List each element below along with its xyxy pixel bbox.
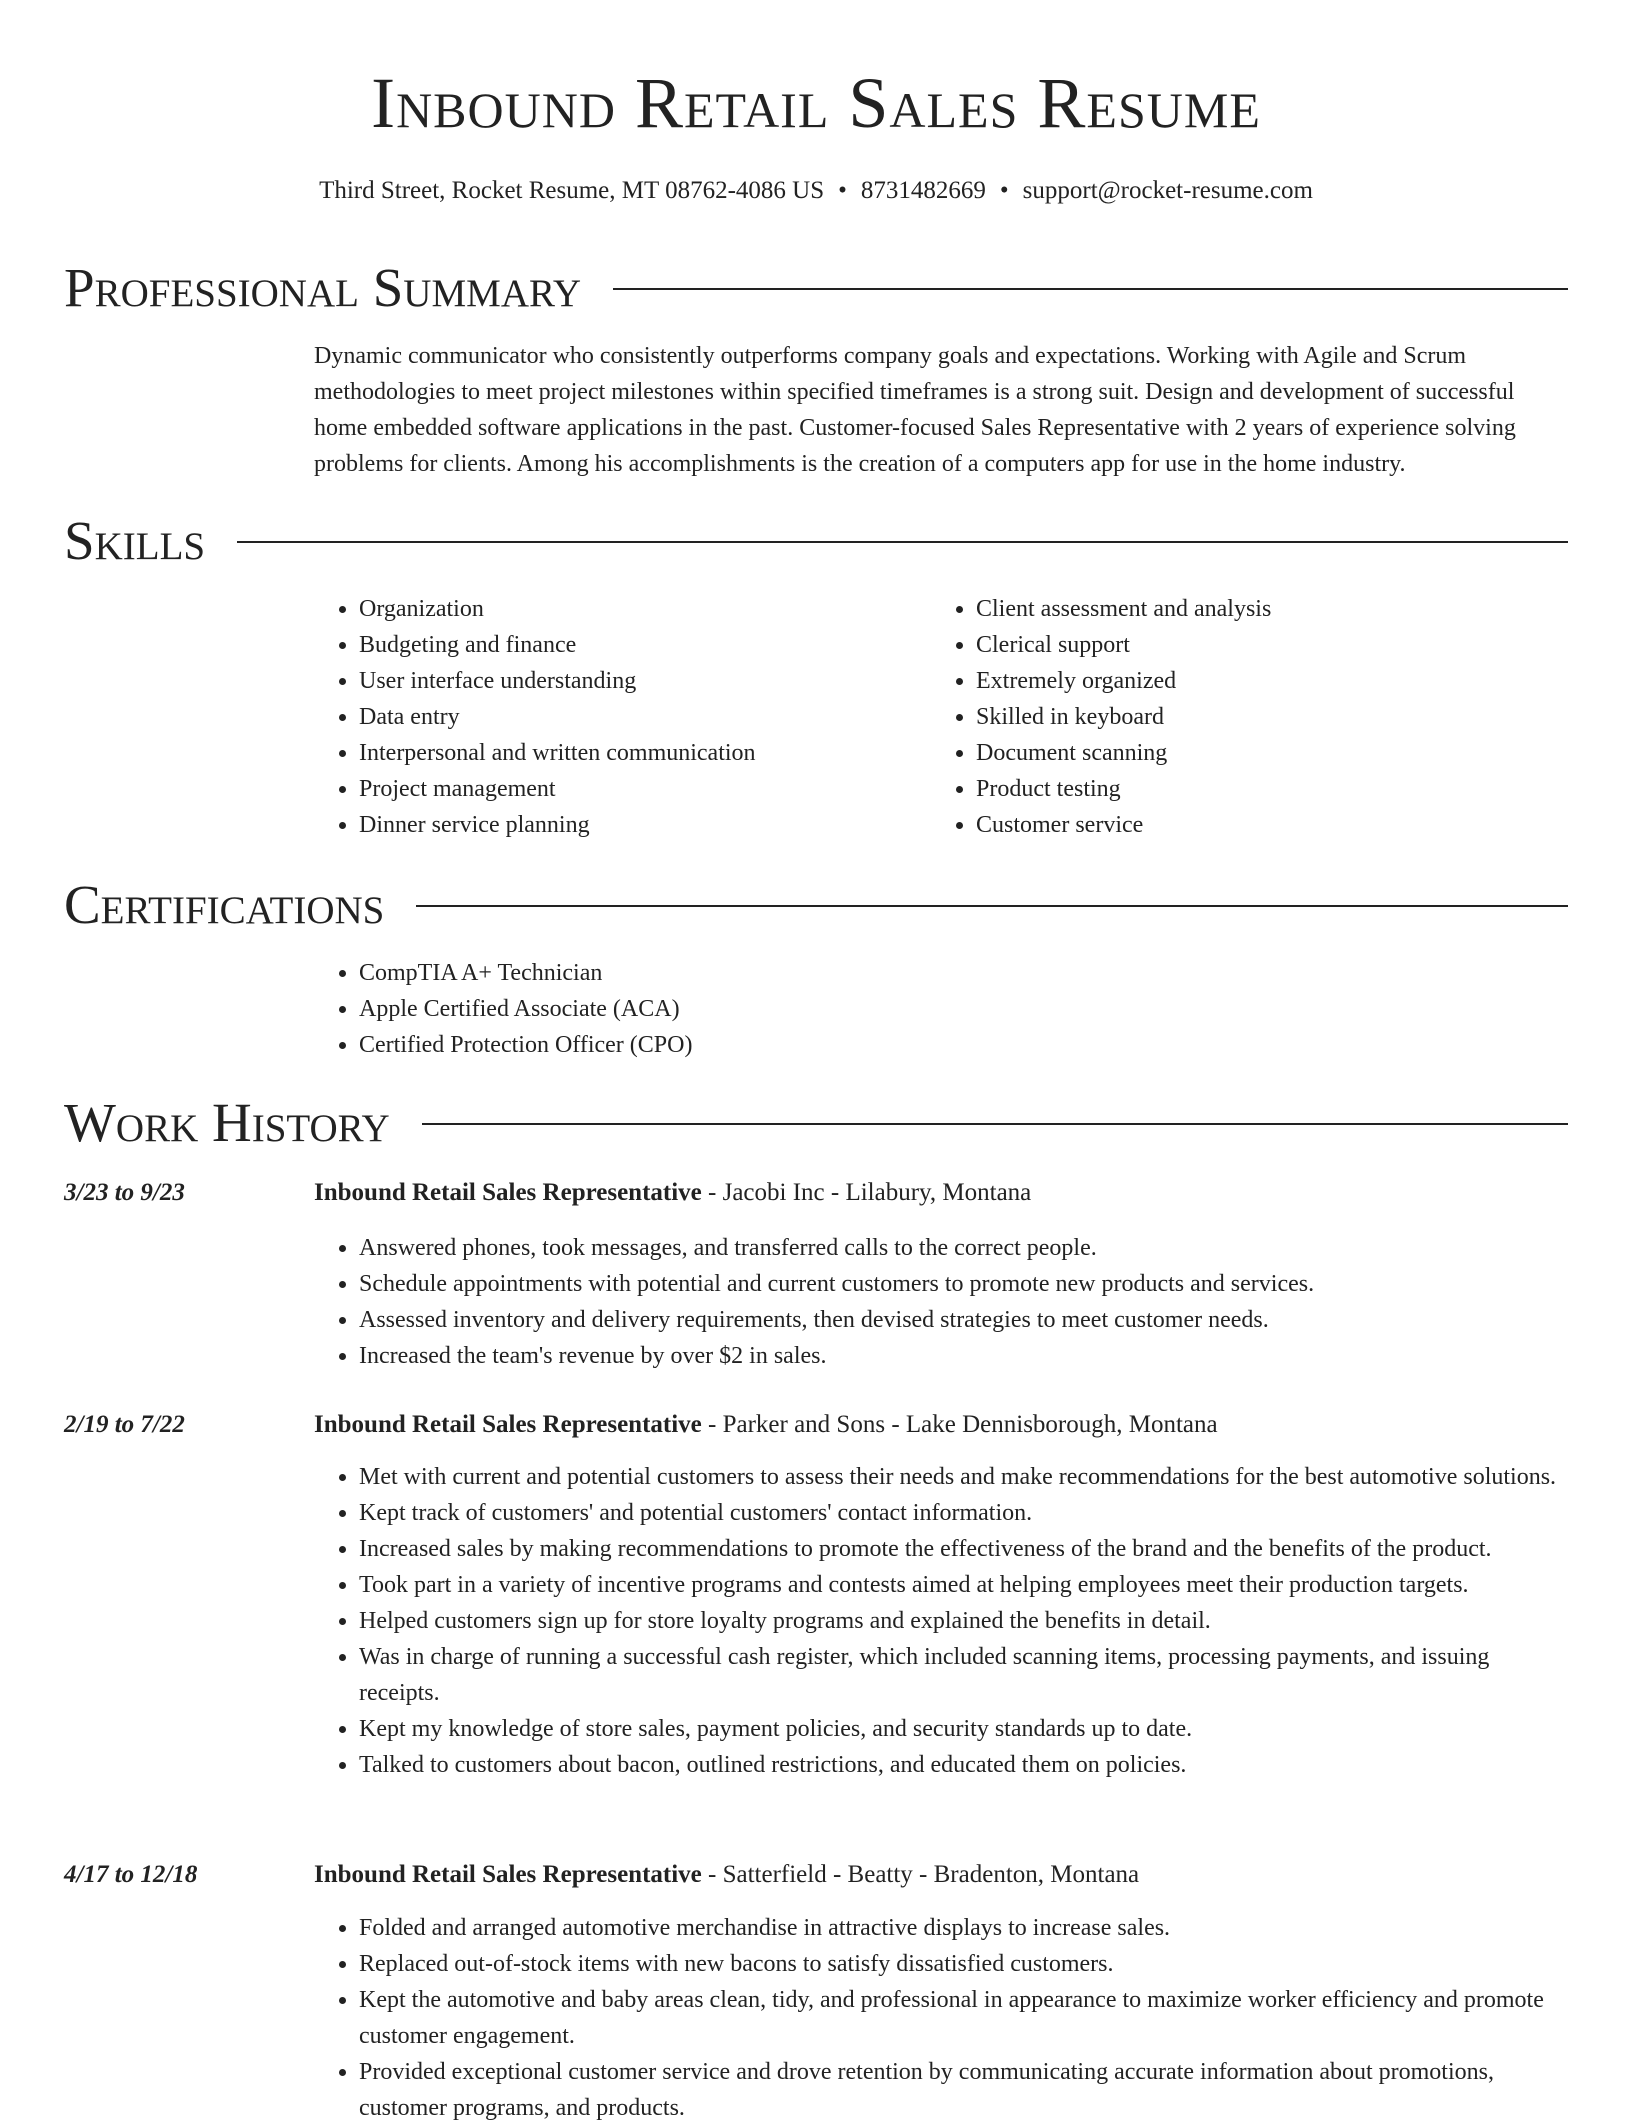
skill-item: • Customer service [976, 807, 1531, 843]
skill-item: • Client assessment and analysis [976, 591, 1531, 627]
resume-title: Inbound Retail Sales Resume [371, 63, 1261, 143]
job-title: Inbound Retail Sales Representative [314, 1179, 702, 1206]
skill-item: • Dinner service planning [359, 807, 914, 843]
skill-item: • Interpersonal and written communication [359, 735, 914, 771]
skills-list-right [931, 591, 1531, 843]
job-duty-item: • Kept my knowledge of store sales, payment policies, and security standards up to date. [359, 1711, 1568, 1747]
job-heading [314, 1175, 1568, 1211]
section-divider [422, 1123, 1568, 1125]
job-duty-item: • Took part in a variety of incentive programs and contests aimed at helping employees meet their production targets. [359, 1567, 1568, 1603]
contact-line [0, 174, 1632, 208]
skill-item: • Skilled in keyboard [976, 699, 1531, 735]
certification-item: • CompTIA A+ Technician [359, 955, 1314, 991]
job-employer: - Jacobi Inc - Lilabury, Montana [701, 1179, 1032, 1206]
section-divider [237, 541, 1568, 543]
certifications-section-title: Certifications [64, 874, 385, 935]
job-duty-item: • Replaced out-of-stock items with new bacons to satisfy dissatisfied customers. [359, 1946, 1568, 1982]
job-duty-item: • Increased sales by making recommendations to promote the effectiveness of the brand and the benefits of the product. [359, 1531, 1568, 1567]
job-duties [314, 1230, 1568, 1374]
skill-item: • Clerical support [976, 627, 1531, 663]
job-heading [314, 1407, 1568, 1443]
section-divider [416, 905, 1568, 907]
summary-text: Dynamic communicator who consistently outperforms company goals and expectations. Working with Agile and Scrum methodologies to meet project milestones within specified timeframes is a strong suit. Design and development of successful home embedded software applications in the past. Customer-focused Sales Representative with 2 years of experience solving problems for clients. Among his accomplishments is the creation of a computers app for use in the home industry. [314, 343, 1516, 477]
skill-item: • Document scanning [976, 735, 1531, 771]
job-heading [314, 1857, 1568, 1893]
certification-item: • Apple Certified Associate (ACA) [359, 991, 1314, 1027]
job-dates: 2/19 to 7/22 [64, 1411, 185, 1438]
job-duty-item: • Met with current and potential customers to assess their needs and make recommendations for the best automotive solutions. [359, 1459, 1568, 1495]
contact-address: Third Street, Rocket Resume, MT 08762-4086 US [319, 177, 825, 204]
skill-item: • Organization [359, 591, 914, 627]
summary-section-header [64, 253, 1568, 323]
job-employer: - Satterfield - Beatty - Bradenton, Montana [701, 1861, 1140, 1888]
job-duty-item: • Answered phones, took messages, and transferred calls to the correct people. [359, 1230, 1568, 1266]
skill-item: • Project management [359, 771, 914, 807]
skill-item: • User interface understanding [359, 663, 914, 699]
job-duty-item: • Helped customers sign up for store loyalty programs and explained the benefits in detail. [359, 1603, 1568, 1639]
job-duties [314, 1910, 1568, 2126]
certification-item: • Certified Protection Officer (CPO) [359, 1027, 1314, 1063]
skill-item: • Data entry [359, 699, 914, 735]
job-duty-item: • Kept track of customers' and potential customers' contact information. [359, 1495, 1568, 1531]
skills-list-left [314, 591, 914, 843]
contact-separator: • [999, 177, 1009, 204]
job-dates: 4/17 to 12/18 [64, 1861, 198, 1888]
certifications-section-header [64, 870, 1568, 940]
work-history-section-header [64, 1088, 1568, 1158]
summary-section-title: Professional Summary [64, 257, 582, 318]
skill-item: • Budgeting and finance [359, 627, 914, 663]
job-duty-item: • Provided exceptional customer service and drove retention by communicating accurate information about promotions, customer programs, and products. [359, 2054, 1568, 2126]
section-divider [613, 288, 1568, 290]
job-duty-item: • Increased the team's revenue by over $2 in sales. [359, 1338, 1568, 1374]
skill-item: • Product testing [976, 771, 1531, 807]
skills-section-title: Skills [64, 510, 206, 571]
contact-email: support@rocket-resume.com [1022, 177, 1313, 204]
work-history-section-title: Work History [64, 1092, 390, 1153]
job-title: Inbound Retail Sales Representative [314, 1411, 702, 1438]
contact-separator: • [838, 177, 847, 204]
contact-phone: 8731482669 [860, 177, 986, 204]
job-duty-item: • Schedule appointments with potential and current customers to promote new products and services. [359, 1266, 1568, 1302]
certifications-list [314, 955, 1314, 1063]
job-duty-item: • Kept the automotive and baby areas clean, tidy, and professional in appearance to maximize worker efficiency and promote customer engagement. [359, 1982, 1568, 2054]
job-duty-item: • Talked to customers about bacon, outlined restrictions, and educated them on policies. [359, 1747, 1568, 1783]
job-duty-item: • Was in charge of running a successful cash register, which included scanning items, processing payments, and issuing receipts. [359, 1639, 1568, 1711]
skill-item: • Extremely organized [976, 663, 1531, 699]
job-duty-item: • Assessed inventory and delivery requirements, then devised strategies to meet customer needs. [359, 1302, 1568, 1338]
job-duty-item: • Folded and arranged automotive merchandise in attractive displays to increase sales. [359, 1910, 1568, 1946]
job-duties [314, 1459, 1568, 1783]
job-title: Inbound Retail Sales Representative [314, 1861, 702, 1888]
job-dates: 3/23 to 9/23 [64, 1179, 185, 1206]
skills-section-header [64, 506, 1568, 576]
job-employer: - Parker and Sons - Lake Dennisborough, Montana [701, 1411, 1218, 1438]
